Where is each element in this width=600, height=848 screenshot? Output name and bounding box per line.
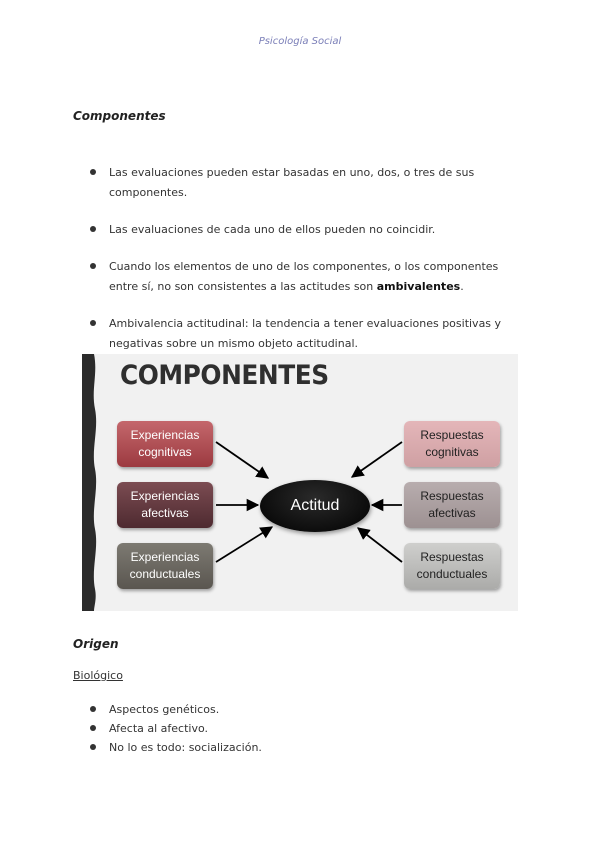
- section-heading-componentes: Componentes: [73, 109, 166, 123]
- list-item: Afecta al afectivo.: [90, 719, 262, 738]
- list-item: [90, 257, 520, 297]
- box-respuestas-cognitivas: Respuestas cognitivas: [404, 421, 500, 467]
- bold-term: ambivalentes: [376, 280, 461, 293]
- list-item: No lo es todo: socialización.: [90, 738, 262, 757]
- componentes-diagram: [82, 354, 518, 611]
- arrow-cognitivas-out: [352, 442, 402, 477]
- section-heading-origen: Origen: [73, 637, 119, 651]
- arrow-cognitivas-in: [216, 442, 268, 478]
- list-item: Las evaluaciones pueden estar basadas en uno, dos, o tres de sus componentes.: [90, 163, 520, 203]
- box-respuestas-conductuales: Respuestas conductuales: [404, 543, 500, 589]
- subheading-biologico: Biológico: [73, 669, 123, 682]
- list-item: Aspectos genéticos.: [90, 700, 262, 719]
- list-item: Las evaluaciones de cada uno de ellos pueden no coincidir.: [90, 220, 520, 240]
- box-respuestas-afectivas: Respuestas afectivas: [404, 482, 500, 528]
- list-item-text-end: .: [460, 280, 464, 293]
- box-experiencias-cognitivas: Experiencias cognitivas: [117, 421, 213, 467]
- list-item: Ambivalencia actitudinal: la tendencia a tener evaluaciones positivas y negativas sobre un mismo objeto actitudinal.: [90, 314, 520, 354]
- componentes-bullet-list: [90, 163, 520, 371]
- box-experiencias-afectivas: Experiencias afectivas: [117, 482, 213, 528]
- biologico-bullet-list: [90, 700, 262, 757]
- diagram-title: COMPONENTES: [120, 360, 329, 391]
- arrow-conductuales-in: [216, 527, 272, 562]
- list-item-text: Cuando los elementos de uno de los componentes, o los componentes entre sí, no son consistentes a las actitudes son: [109, 260, 499, 293]
- box-experiencias-conductuales: Experiencias conductuales: [117, 543, 213, 589]
- arrow-conductuales-out: [358, 528, 402, 562]
- center-actitud: Actitud: [260, 480, 370, 532]
- page-header: Psicología Social: [258, 36, 342, 47]
